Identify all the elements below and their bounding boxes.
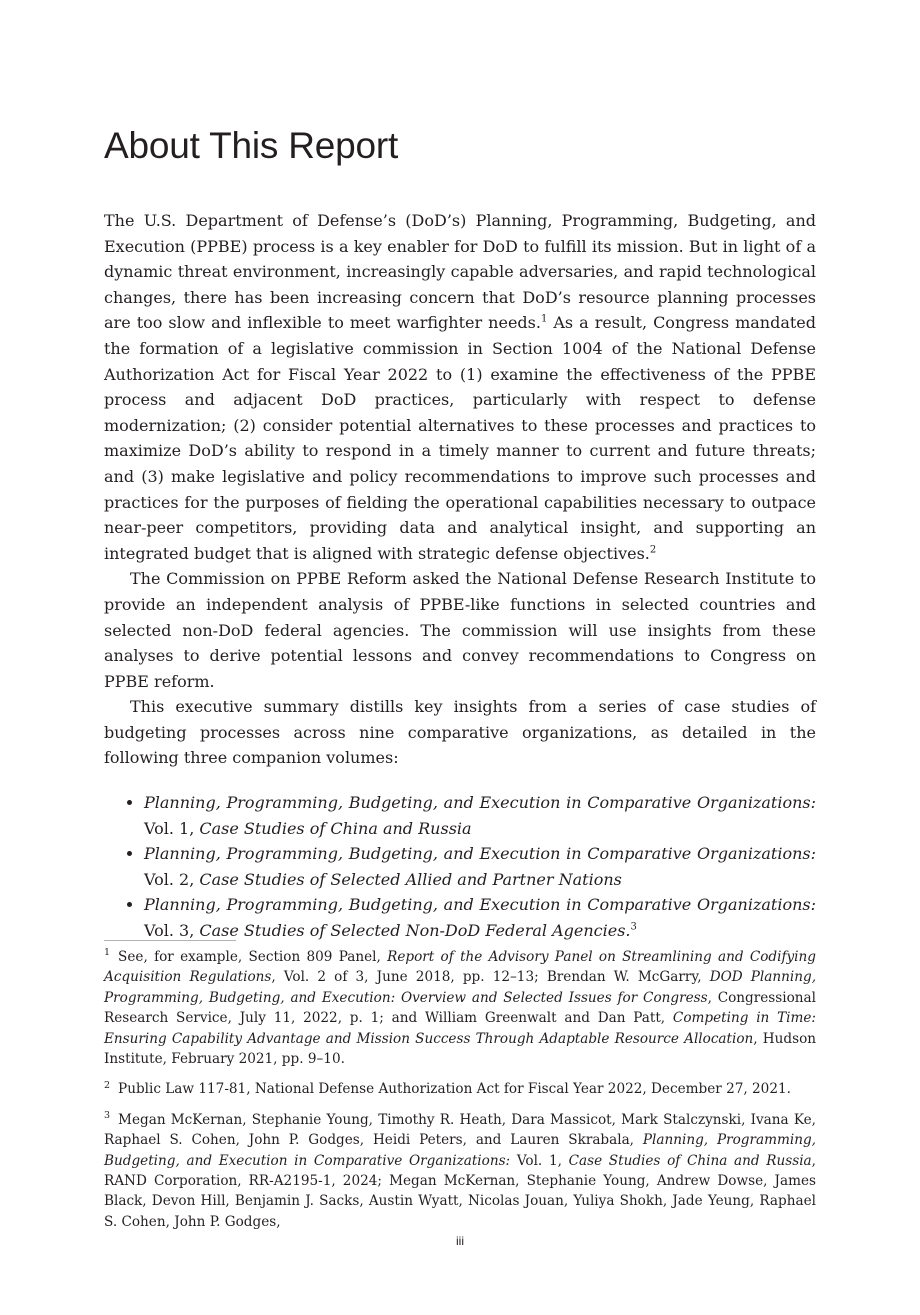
footnote-text: , RAND Corporation, RR-A2195-1, 2024; Megan McKernan, Stephanie Young, Andrew Dowse, James Black, Devon Hill, Benjamin J. Sacks, Austin Wyatt, Nicolas Jouan, Yuliya Shokh, Jade Yeung, Raphael S. Cohen, John P. Godges, xyxy=(104,1152,816,1230)
paragraph-summary: This executive summary distills key insights from a series of case studies of budgeting processes across nine comparative organizations, as detailed in the following three companion volumes: xyxy=(104,697,816,768)
volume-item xyxy=(144,841,816,892)
body-text xyxy=(104,208,816,944)
footnote-text: , Congressional Research Service, July 11, 2022, p. 1; and William Greenwalt and Dan Patt, xyxy=(104,989,816,1027)
paragraph-commission: The Commission on PPBE Reform asked the National Defense Research Institute to provide an independent analysis of PPBE-like functions in selected countries and selected non-DoD federal agencies. The commission will use insights from these analyses to derive potential lessons and convey recommendations to Congress on PPBE reform. xyxy=(104,569,816,691)
page-number: iii xyxy=(456,1234,464,1248)
footnote-ref-2[interactable]: 2 xyxy=(649,544,657,556)
footnote-number: 1 xyxy=(104,947,111,959)
footnotes xyxy=(104,947,816,1242)
footnote-number: 2 xyxy=(104,1079,111,1091)
volume-series-title: Planning, Programming, Budgeting, and Execution in Comparative Organizations: xyxy=(144,895,816,915)
volume-number: Vol. 3, xyxy=(144,921,200,941)
footnote-ref-3[interactable]: 3 xyxy=(630,921,637,933)
volume-subtitle: Case Studies of China and Russia xyxy=(199,818,472,838)
page-title: About This Report xyxy=(104,125,399,166)
footnote-citation-title: Report of the Advisory Panel on Streamlining and Codifying Acquisition Regulations xyxy=(104,949,816,986)
footnote-text: Megan McKernan, Stephanie Young, Timothy R. Heath, Dara Massicot, Mark Stalczynski, Ivana Ke, Raphael S. Cohen, John P. Godges, Heidi Peters, and Lauren Skrabala, xyxy=(104,1111,816,1149)
footnote-text: Public Law 117-81, National Defense Authorization Act for Fiscal Year 2022, December 27, 2021. xyxy=(118,1081,791,1098)
footnote-citation-title: Competing in Time: Ensuring Capability Advantage and Mission Success Through Adaptable Resource Allocation xyxy=(104,1010,816,1047)
footnote-citation-title: Planning, Programming, Budgeting, and Execution in Comparative Organizations: xyxy=(104,1132,816,1169)
footnote-number: 3 xyxy=(104,1110,111,1122)
volume-number: Vol. 1, xyxy=(144,818,200,838)
footnote-citation-title: Case Studies of China and Russia xyxy=(568,1152,812,1169)
volume-item xyxy=(144,790,816,841)
volume-subtitle: Case Studies of Selected Non-DoD Federal Agencies. xyxy=(199,921,631,941)
volume-item xyxy=(144,892,816,943)
paragraph-intro-text-a: The U.S. Department of Defense’s (DoD’s) Planning, Programming, Budgeting, and Execution (PPBE) process is a key enabler for DoD to fulfill its mission. But in light of a dynamic threat environment, increasingly capable adversaries, and rapid technological changes, there has been increasing concern that DoD’s resource planning processes are too slow and inflexible to meet warfighter needs. xyxy=(104,211,816,333)
volume-series-title: Planning, Programming, Budgeting, and Execution in Comparative Organizations: xyxy=(144,844,816,864)
footnote-text: , Vol. 2 of 3, June 2018, pp. 12–13; Brendan W. McGarry, xyxy=(271,969,710,986)
footnote-1 xyxy=(104,947,816,1069)
volume-subtitle: Case Studies of Selected Allied and Partner Nations xyxy=(199,869,622,889)
footnote-citation-title: DOD Planning, Programming, Budgeting, and Execution: Overview and Selected Issues for Congress xyxy=(104,969,817,1006)
paragraph-intro-text-b: As a result, Congress mandated the formation of a legislative commission in Section 1004 of the National Defense Authorization Act for Fiscal Year 2022 to (1) examine the effectiveness of the PPBE process and adjacent DoD practices, particularly with respect to defense modernization; (2) consider potential alternatives to these processes and practices to maximize DoD’s ability to respond in a timely manner to current and future threats; and (3) make legislative and policy recommendations to improve such processes and practices for the purposes of fielding the operational capabilities necessary to outpace near-peer competitors, providing data and analytical insight, and supporting an integrated budget that is aligned with strategic defense objectives. xyxy=(104,313,817,563)
footnote-text: Vol. 1, xyxy=(510,1152,569,1169)
volume-list xyxy=(104,790,816,944)
volume-number: Vol. 2, xyxy=(144,869,200,889)
paragraph-intro xyxy=(104,208,816,566)
footnote-2 xyxy=(104,1079,816,1099)
footnote-ref-1[interactable]: 1 xyxy=(540,314,548,326)
footnote-divider xyxy=(104,940,236,941)
volume-series-title: Planning, Programming, Budgeting, and Execution in Comparative Organizations: xyxy=(144,793,816,813)
footnote-3 xyxy=(104,1110,816,1232)
footnote-text: See, for example, Section 809 Panel, xyxy=(118,949,388,965)
footnote-text: , Hudson Institute, February 2021, pp. 9–10. xyxy=(104,1030,817,1068)
